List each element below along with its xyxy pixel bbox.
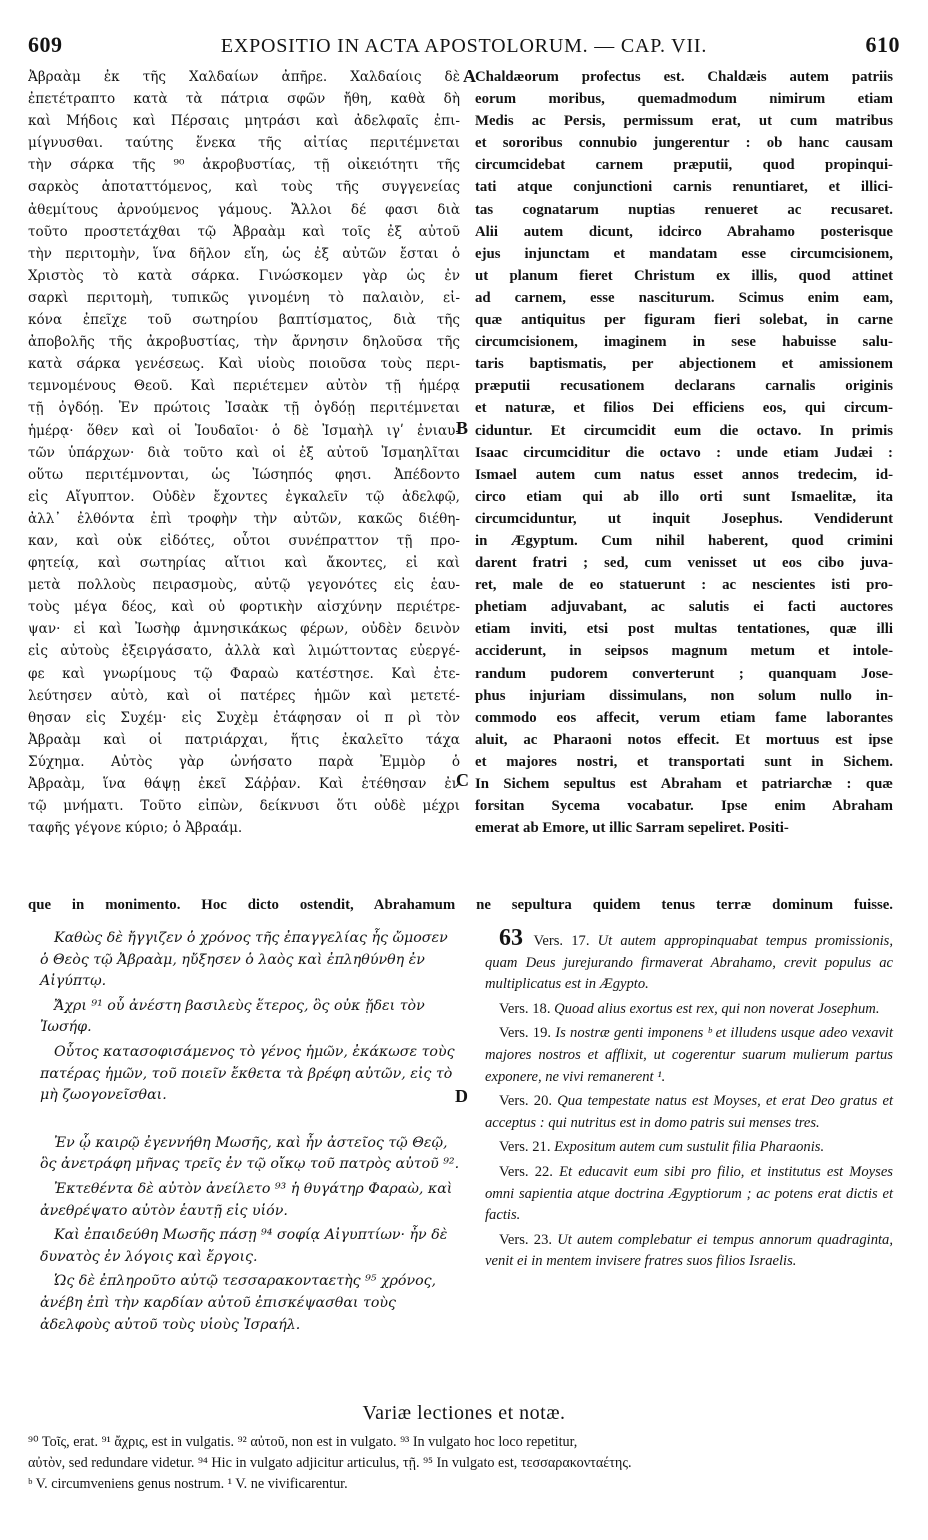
text-line: ciduntur. Et circumcidit eum die octavo. In primis	[475, 422, 893, 439]
text-line: καὶ Μήδοις καὶ Πέρσαις μητράσι καὶ ἀδελφαῖς ἐπι-	[28, 113, 460, 130]
text-line: κατὰ σάρκα γενέσεως. Καὶ υἱοὺς ποιοῦσα τοὺς περι-	[28, 356, 460, 373]
text-line: ut planum fieret Christum ex illis, quod attinet	[475, 267, 893, 284]
note-line: ⁹⁰ Τοῖς, erat. ⁹¹ ἄχρις, est in vulgatis. ⁹² αὐτοῦ, non est in vulgato. ⁹³ In vulgato hoc loco repetitur,	[28, 1434, 578, 1450]
verse-text: Ut autem appropinquabat tempus promissionis, quam Deus jurejurando firmaverat Abrahamo, crevit populus ac multiplicatus est in Ægypto.	[485, 933, 893, 993]
verse-text: Qua tempestate natus est Moyses, et erat Deo gratus et acceptus : qui nutritus est in domo patris sui menses tres.	[485, 1093, 893, 1131]
text-line: ἀποβολῆς τῆς ἀκροβυστίας, τὴν ἄρνησιν δηλοῦσα τῆς	[28, 334, 460, 351]
text-line: ἡμέρᾳ· ὅθεν καὶ οἱ Ἰουδαῖοι· ὁ δὲ Ἰσμαὴλ ιγʹ ἐνιαυ-	[28, 422, 460, 439]
latin-verse	[485, 1137, 893, 1159]
text-line: forsitan Sycema vocabatur. Ipse enim Abraham	[475, 798, 893, 815]
text-line: et sororibus connubio jungerentur : ob hanc causam	[475, 135, 893, 152]
greek-verse-text: Ἐκτεθέντα δὲ αὐτὸν ἀνείλετο ⁹³ ἡ θυγάτηρ Φαραὼ, καὶ ἀνεθρέψατο αὐτὸν ἑαυτῇ εἰς υἱόν.	[40, 1180, 453, 1219]
text-line: emerat ab Emore, ut illic Sarram sepeliret. Positi-	[475, 820, 789, 837]
text-line: phetiam adjuvabant, ac salutis ei facti auctores	[475, 599, 893, 616]
text-line: μετὰ πολλοὺς πειρασμοὺς, αὐτῷ γεγονότες εἰς ἑαυ-	[28, 577, 460, 594]
text-line: λεύτησεν αὐτὸ, καὶ οἱ πατέρες ἡμῶν καὶ μετετέ-	[28, 687, 460, 704]
text-line: ret, male de eo statuerunt : ac nescientes isti pro-	[475, 577, 893, 594]
text-line: Medis ac Persis, permissum erat, ut cum matribus	[475, 113, 893, 130]
text-line: Alii autem dicunt, idcirco Abrahamo posterisque	[475, 223, 893, 240]
text-line: et naturæ, et filios Dei efficiens eos, qui circum-	[475, 400, 893, 417]
running-title: EXPOSITIO IN ACTA APOSTOLORUM. — CAP. VII.	[220, 35, 708, 57]
text-line: οὕτω περιτέμνονται, ὡς Ἰώσηπός φησι. Ἀπέδοντο	[28, 466, 460, 483]
greek-verse-text: Οὗτος κατασοφισάμενος τὸ γένος ἡμῶν, ἐκάκωσε τοὺς πατέρας ἡμῶν, τοῦ ποιεῖν ἔκθετα τὰ βρέφη αὐτῶν, εἰς τὸ μὴ ζωογονεῖσθαι.	[40, 1043, 455, 1104]
latin-verse	[485, 1023, 893, 1088]
greek-verse-text: Καθὼς δὲ ἤγγιζεν ὁ χρόνος τῆς ἐπαγγελίας ἧς ὤμοσεν ὁ Θεὸς τῷ Ἀβραὰμ, ηὔξησεν ὁ λαὸς καὶ ἐπληθύνθη ἐν Αἰγύπτῳ.	[40, 930, 448, 990]
greek-verse-text: Ἐν ᾧ καιρῷ ἐγεννήθη Μωσῆς, καὶ ἦν ἀστεῖος τῷ Θεῷ, ὃς ἀνετράφη μῆνας τρεῖς ἐν τῷ οἴκῳ τοῦ πατρὸς αὐτοῦ ⁹².	[40, 1134, 460, 1173]
latin-verse	[485, 999, 893, 1021]
text-line: circumcisionem, imaginem in sese habuisse salu-	[475, 334, 893, 351]
text-line: εἰς αὐτοὺς ἐξειργάσατο, ἀλλὰ καὶ λιμώττοντας εὐεργέ-	[28, 643, 460, 660]
text-line: ψαν· εἰ καὶ Ἰωσὴφ ἀμνησικάκως φέρων, οὐδὲν δεινὸν	[28, 621, 460, 638]
text-line: Ismael autem cum natus esset annos tredecim, id-	[475, 466, 893, 483]
text-line: τοὺς μέγα δέος, καὶ οὐ φορτικὴν αἰσχύνην περιέτρε-	[28, 599, 460, 616]
margin-letter-d: D	[455, 1086, 468, 1106]
text-line: μίγνυσθαι. ταύτης ἕνεκα τῆς αἰτίας περιτέμνεται	[28, 135, 460, 152]
latin-verse	[485, 925, 893, 996]
greek-verse-text: Ὡς δὲ ἐπληροῦτο αὐτῷ τεσσαρακονταετὴς ⁹⁵ χρόνος, ἀνέβη ἐπὶ τὴν καρδίαν αὐτοῦ ἐπισκέψασθαι τοὺς ἀδελφοὺς αὐτοῦ τοὺς υἱοὺς Ἰσραήλ.	[40, 1273, 437, 1333]
text-line: circumcidebat carnem præputii, quod propinqui-	[475, 157, 893, 174]
spanning-line: que in monimento. Hoc dicto ostendit, Abrahamum ne sepultura quidem tenus terræ dominum fuisse.	[28, 897, 893, 913]
text-line: κόνα ἐπεῖχε τοῦ σωτηρίου βαπτίσματος, διὰ τῆς	[28, 312, 460, 329]
margin-letter-a: A	[463, 66, 476, 86]
verse-label: Vers. 22.	[499, 1163, 560, 1180]
latin-verse	[485, 1091, 893, 1134]
latin-verses	[485, 925, 893, 1273]
notes-title: Variæ lectiones et notæ.	[362, 1402, 566, 1424]
text-line: ταφῆς γέγονε κύριο; ὁ Ἀβραάμ.	[28, 820, 243, 837]
text-line: tati atque conjunctioni carnis renuntiaret, et illici-	[475, 179, 893, 196]
verse-text: Et educavit eum sibi pro filio, et institutus est Moyses omni sapientia atque doctrina Ægyptiorum ; ac potens erat dictis et factis.	[485, 1163, 893, 1224]
text-line: circumciduntur, ut inquit Josephus. Vendiderunt	[475, 510, 893, 527]
text-line: τεμνομένους Θεοῦ. Καὶ περιέτεμεν αὐτὸν τῇ ἡμέρᾳ	[28, 378, 460, 395]
greek-verse	[40, 928, 460, 993]
verse-text: Expositum autem cum sustulit filia Pharaonis.	[554, 1139, 825, 1156]
page-header	[28, 32, 900, 62]
text-line: commodo eos affecit, verum etiam fame laborantes	[475, 709, 893, 726]
text-line: καν, καὶ οὐκ εἰδότες, οὗτοι συνέπραττον τῇ προ-	[28, 532, 460, 549]
text-line: Ἀβραὰμ ἐκ τῆς Χαλδαίων ἀπῆρε. Χαλδαίοις δὲ	[28, 69, 460, 85]
greek-commentary-column	[28, 66, 460, 839]
greek-verse	[40, 1271, 460, 1336]
notes-section	[28, 1432, 900, 1495]
verse-label: Vers. 23.	[499, 1231, 558, 1248]
latin-verse	[485, 1162, 893, 1227]
left-page-number: 609	[28, 32, 63, 57]
text-line: in Ægyptum. Cum nihil haberent, quod crimini	[475, 532, 893, 549]
text-line: εἰς Αἴγυπτον. Οὐδὲν ἔχοντες ἐγκαλεῖν τῷ ἀδελφῷ,	[28, 488, 460, 505]
text-line: præputii recusationem declarans carnalis originis	[475, 378, 893, 395]
verse-label: Vers. 19.	[499, 1025, 556, 1042]
text-line: τῶν ὑπάρχων· διὰ τοῦτο καὶ οἱ ἐξ αὐτοῦ Ἰσμαηλῖται	[28, 444, 460, 461]
text-line: taris baptismatis, per abjectionem et amissionem	[475, 356, 893, 373]
text-line: τὴν περιτομὴν, ἵνα δῆλον εἴη, ὡς ἐξ αὐτῶν ἔσται ὁ	[28, 245, 460, 262]
text-line: phus injuriam dissimulans, non solum nullo in-	[475, 687, 893, 704]
greek-verse-text: Καὶ ἐπαιδεύθη Μωσῆς πάσῃ ⁹⁴ σοφίᾳ Αἰγυπτίων· ἦν δὲ δυνατὸς ἐν λόγοις καὶ ἔργοις.	[40, 1227, 448, 1265]
verse-label: Vers. 17.	[533, 933, 598, 949]
margin-letter-c: C	[456, 770, 469, 790]
verse-label: Vers. 21.	[499, 1139, 555, 1156]
text-line: Χριστὸς τὸ κατὰ σάρκα. Γινώσκομεν γὰρ ὡς ἐν	[28, 267, 460, 284]
text-line: ἀλλ᾽ ἐλθόντα ἐπὶ τροφὴν τὴν αὐτῶν, κακῶς διέθη-	[28, 510, 460, 527]
text-line: τῷ μνήματι. Τοῦτο εἰπὼν, δείκνυσι ὅτι οὐδὲ μέχρι	[28, 798, 460, 815]
verse-text: Ut autem complebatur ei tempus annorum quadraginta, venit ei in mentem invisere fratres suos filios Israelis.	[485, 1231, 893, 1270]
text-line: Chaldæorum profectus est. Chaldæis autem patriis	[475, 69, 893, 85]
text-line: ἀθεμίτους ἀρνούμενος γάμους. Ἄλλοι δέ φασι διὰ	[28, 201, 460, 218]
text-line: ejus injunctam et mandatam esse circumcisionem,	[475, 245, 893, 262]
text-line: θησαν εἰς Συχέμ· εἰς Συχὲμ ἐτάφησαν οἱ π ρὶ τὸν	[28, 709, 460, 726]
text-line: σαρκὶ περιτομὴ, τυπικῶς γινομένη τὸ παλαιὸν, εἰ-	[28, 289, 460, 306]
text-line: aluit, ac Pharaoni notos effecit. Et mortuus est ipse	[475, 731, 893, 748]
verse-label: Vers. 18.	[499, 1000, 555, 1017]
greek-verse	[40, 1042, 460, 1107]
text-line: circo etiam qui ab illo orti sunt Ismaelitæ, ita	[475, 488, 893, 505]
text-line: Ἀβραὰμ καὶ οἱ πατριάρχαι, ἥτις ἐκαλεῖτο τάχα	[28, 731, 460, 748]
text-line: Isaac circumciditur die octavo : unde etiam Judæi :	[475, 444, 893, 461]
text-line: randum pudorem converterunt ; quanquam Jose-	[475, 665, 893, 682]
text-line: ἐπετέτραπτο κατὰ τὰ πάτρια σφῶν ἤθη, καθὰ δὴ	[28, 91, 460, 108]
text-line: acciderunt, in seipsos magnum metum et intole-	[475, 643, 893, 660]
greek-verse	[40, 1225, 460, 1268]
text-line: τὴν σάρκα τῆς ⁹⁰ ἀκροβυστίας, τῇ οἰκειότητι τῆς	[28, 157, 460, 174]
text-line: φητείᾳ, καὶ σωτηρίας αἴτιοι καὶ ἄκοντες, εἰ καὶ	[28, 555, 460, 572]
verse-text: Is nostræ genti imponens ᵇ et illudens usque adeo vexavit majores nostros et afflixit, ut cogerentur suarum mulierum partus exponere, ne vivi remanerent ¹.	[485, 1025, 894, 1085]
greek-verse-text: Ἄχρι ⁹¹ οὗ ἀνέστη βασιλεὺς ἕτερος, ὃς οὐκ ᾔδει τὸν Ἰωσήφ.	[40, 997, 425, 1036]
text-line: In Sichem sepultus est Abraham et patriarchæ : quæ	[475, 776, 893, 792]
text-line: Ἀβραὰμ, ἵνα θάψῃ ἐκεῖ Σάῤῥαν. Καὶ ἐτέθησαν ἐν	[28, 776, 460, 792]
text-line: σαρκὸς ἀποταττόμενος, καὶ τοὺς τῆς συγγενείας	[28, 179, 460, 196]
text-line: eorum moribus, quemadmodum nimirum etiam	[475, 91, 893, 108]
text-line: φε καὶ γνωρίμους τῷ Φαραὼ κατέστησε. Καὶ ἐτε-	[28, 665, 460, 682]
text-line: quæ antiquitus per figuram fieri solebat, in carne	[475, 312, 893, 329]
text-line: τοῦτο προστετάχθαι τῷ Ἀβραὰμ καὶ τοῖς ἐξ αὐτοῦ	[28, 223, 460, 240]
greek-verse	[40, 1133, 460, 1176]
text-line: tas cognatarum nuptias renueret ac recusaret.	[475, 201, 893, 218]
text-line: et majores nostri, et transportati sunt in Sichem.	[475, 753, 893, 770]
text-line: τῇ ὀγδόῃ. Ἐν πρώτοις Ἰσαὰκ τῇ ὀγδόῃ περιτέμνεται	[28, 400, 460, 417]
greek-verses	[40, 925, 460, 1336]
text-line: etiam inviti, etsi post multas tentationes, quæ illi	[475, 621, 893, 638]
verse-label: Vers. 20.	[499, 1093, 558, 1110]
column-number: 63	[499, 925, 534, 951]
greek-verse	[40, 1179, 460, 1222]
right-page-number: 610	[865, 32, 900, 57]
text-line: ad carnem, esse nasciturum. Scimus enim eam,	[475, 289, 893, 306]
note-line: ᵇ V. circumveniens genus nostrum. ¹ V. ne vivificarentur.	[28, 1476, 348, 1492]
text-line: darent fratri ; sed, cum venisset ut eos cibo juva-	[475, 555, 893, 572]
greek-verse	[40, 996, 460, 1039]
note-line: αὐτὸν, sed redundare videtur. ⁹⁴ Hic in vulgato adjicitur articulus, τῇ. ⁹⁵ In vulgato est, τεσσαρακονταέτης.	[28, 1455, 632, 1471]
latin-verse	[485, 1230, 893, 1273]
margin-letter-b: B	[456, 418, 469, 438]
text-line: Σύχημα. Αὐτὸς γὰρ ὠνήσατο παρὰ Ἐμμὸρ ὁ	[28, 753, 460, 770]
verse-text: Quoad alius exortus est rex, qui non noverat Josephum.	[554, 1000, 880, 1017]
latin-commentary-column	[475, 66, 893, 839]
